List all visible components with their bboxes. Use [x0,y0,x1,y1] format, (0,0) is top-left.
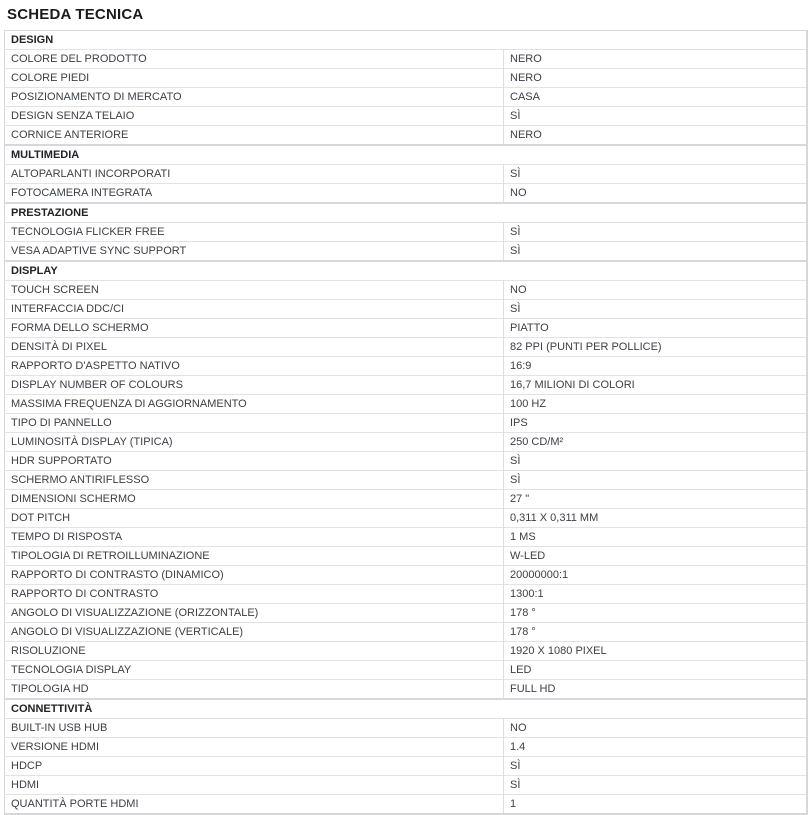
spec-value: 16:9 [504,357,807,376]
spec-row [5,357,807,376]
spec-label: DIMENSIONI SCHERMO [5,490,504,509]
spec-row [5,661,807,680]
spec-row [5,88,807,107]
spec-value: SÌ [504,471,807,490]
spec-label: MASSIMA FREQUENZA DI AGGIORNAMENTO [5,395,504,414]
spec-label: ALTOPARLANTI INCORPORATI [5,165,504,184]
section-row [5,203,807,223]
spec-label: TEMPO DI RISPOSTA [5,528,504,547]
spec-value: SÌ [504,165,807,184]
spec-value: 0,311 X 0,311 MM [504,509,807,528]
spec-label: HDCP [5,757,504,776]
spec-value: NERO [504,126,807,146]
spec-row [5,433,807,452]
spec-value: NERO [504,69,807,88]
spec-row [5,107,807,126]
spec-row [5,414,807,433]
spec-label: RAPPORTO DI CONTRASTO [5,585,504,604]
spec-row [5,69,807,88]
spec-label: TIPO DI PANNELLO [5,414,504,433]
spec-row [5,300,807,319]
section-row [5,261,807,281]
spec-row [5,184,807,204]
spec-value: SÌ [504,452,807,471]
spec-row [5,395,807,414]
spec-value: SÌ [504,223,807,242]
spec-sheet-page [0,6,812,815]
spec-value: SÌ [504,300,807,319]
section-title: PRESTAZIONE [5,203,807,223]
spec-value: 1 [504,795,807,815]
spec-value: NO [504,719,807,738]
spec-value: 1300:1 [504,585,807,604]
spec-row [5,604,807,623]
spec-value: SÌ [504,242,807,262]
spec-label: TIPOLOGIA DI RETROILLUMINAZIONE [5,547,504,566]
spec-value: 20000000:1 [504,566,807,585]
spec-label: INTERFACCIA DDC/CI [5,300,504,319]
spec-label: COLORE DEL PRODOTTO [5,50,504,69]
spec-row [5,50,807,69]
spec-label: COLORE PIEDI [5,69,504,88]
spec-value: 178 ° [504,604,807,623]
section-row [5,31,807,50]
section-title: DESIGN [11,34,54,46]
spec-value: 1920 X 1080 PIXEL [504,642,807,661]
section-title: DISPLAY [5,261,807,281]
spec-row [5,509,807,528]
spec-label: ANGOLO DI VISUALIZZAZIONE (ORIZZONTALE) [5,604,504,623]
spec-value: 178 ° [504,623,807,642]
spec-value: NO [504,281,807,300]
spec-row [5,623,807,642]
spec-label: TECNOLOGIA DISPLAY [5,661,504,680]
spec-row [5,795,807,815]
spec-row [5,281,807,300]
spec-label: TIPOLOGIA HD [5,680,504,700]
spec-label: CORNICE ANTERIORE [5,126,504,146]
spec-row [5,528,807,547]
spec-label: BUILT-IN USB HUB [5,719,504,738]
spec-value: NERO [504,50,807,69]
spec-label: VESA ADAPTIVE SYNC SUPPORT [5,242,504,262]
spec-label: DISPLAY NUMBER OF COLOURS [5,376,504,395]
spec-label: SCHERMO ANTIRIFLESSO [5,471,504,490]
spec-row [5,376,807,395]
spec-value: 16,7 MILIONI DI COLORI [504,376,807,395]
spec-label: VERSIONE HDMI [5,738,504,757]
spec-row [5,566,807,585]
spec-value: W-LED [504,547,807,566]
spec-row [5,719,807,738]
spec-row [5,680,807,700]
spec-value: 1 MS [504,528,807,547]
spec-label: DENSITÀ DI PIXEL [5,338,504,357]
spec-row [5,776,807,795]
spec-row [5,242,807,262]
spec-row [5,738,807,757]
spec-row [5,165,807,184]
spec-label: HDMI [5,776,504,795]
spec-row [5,223,807,242]
spec-row [5,547,807,566]
spec-row [5,319,807,338]
spec-label: POSIZIONAMENTO DI MERCATO [5,88,504,107]
spec-label: FORMA DELLO SCHERMO [5,319,504,338]
spec-label: DOT PITCH [5,509,504,528]
spec-value: SÌ [504,776,807,795]
spec-label: ANGOLO DI VISUALIZZAZIONE (VERTICALE) [5,623,504,642]
spec-value: NO [504,184,807,204]
spec-label: FOTOCAMERA INTEGRATA [5,184,504,204]
spec-label: TOUCH SCREEN [5,281,504,300]
spec-row [5,338,807,357]
spec-label: RAPPORTO D'ASPETTO NATIVO [5,357,504,376]
section-title: MULTIMEDIA [5,145,807,165]
spec-label: TECNOLOGIA FLICKER FREE [5,223,504,242]
spec-label: DESIGN SENZA TELAIO [5,107,504,126]
spec-label: QUANTITÀ PORTE HDMI [5,795,504,815]
page-title: SCHEDA TECNICA [7,6,144,23]
spec-value: IPS [504,414,807,433]
spec-label: RISOLUZIONE [5,642,504,661]
spec-row [5,757,807,776]
spec-value: SÌ [504,757,807,776]
spec-label: RAPPORTO DI CONTRASTO (DINAMICO) [5,566,504,585]
spec-value: 100 HZ [504,395,807,414]
spec-table [4,30,808,815]
spec-value: 82 PPI (PUNTI PER POLLICE) [504,338,807,357]
section-title: CONNETTIVITÀ [5,699,807,719]
spec-value: LED [504,661,807,680]
section-row [5,699,807,719]
spec-label: LUMINOSITÀ DISPLAY (TIPICA) [5,433,504,452]
section-row [5,145,807,165]
spec-row [5,490,807,509]
spec-row [5,126,807,146]
spec-row [5,452,807,471]
spec-value: SÌ [504,107,807,126]
spec-value: 1.4 [504,738,807,757]
spec-row [5,471,807,490]
spec-value: 27 " [504,490,807,509]
spec-value: PIATTO [504,319,807,338]
spec-value: FULL HD [504,680,807,700]
spec-value: 250 CD/M² [504,433,807,452]
spec-label: HDR SUPPORTATO [5,452,504,471]
spec-value: CASA [504,88,807,107]
spec-row [5,642,807,661]
spec-row [5,585,807,604]
